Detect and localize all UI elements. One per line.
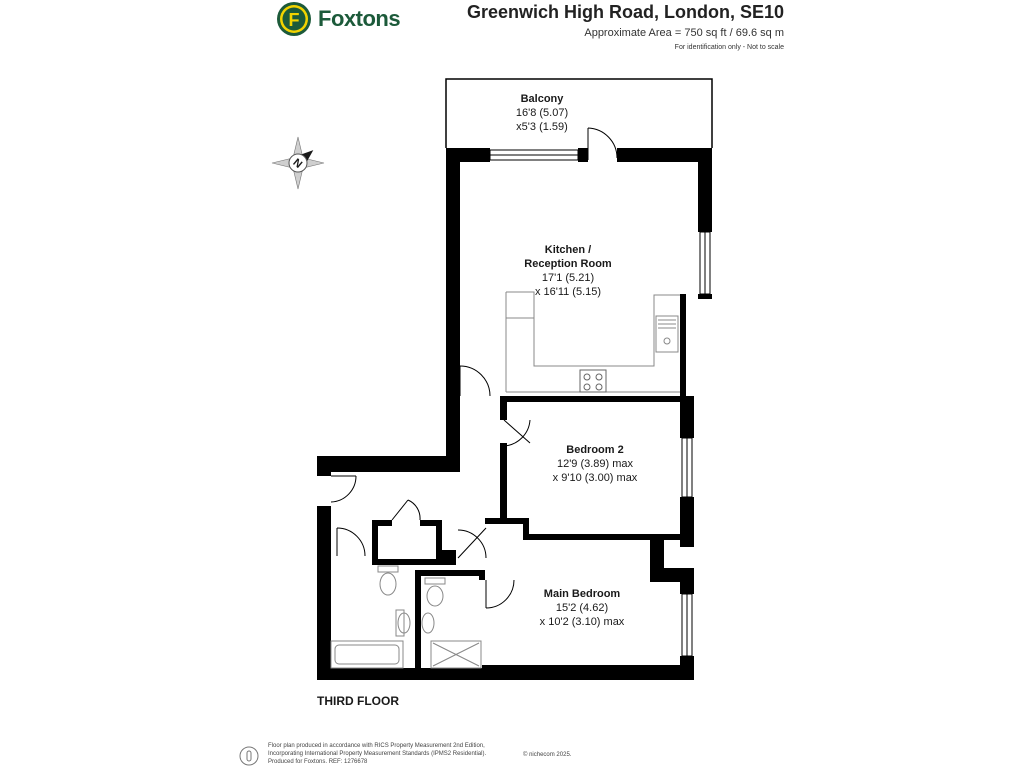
footer-notes bbox=[268, 742, 486, 766]
ensuite-basin-icon bbox=[422, 613, 434, 633]
floor-label: THIRD FLOOR bbox=[317, 694, 399, 708]
shower-icon bbox=[431, 641, 481, 668]
kitchen-name-2: Reception Room bbox=[524, 258, 612, 270]
ensuite-toilet-icon bbox=[425, 578, 445, 606]
main-bedroom-dim-1: 15'2 (4.62) bbox=[555, 602, 609, 614]
toilet-icon bbox=[378, 566, 398, 595]
footer-line-2: Incorporating International Property Measurement Standards (IPMS2 Residential). bbox=[268, 751, 487, 757]
kitchen-label bbox=[508, 243, 628, 299]
main-bedroom-label bbox=[522, 587, 642, 629]
balcony-label bbox=[492, 92, 592, 134]
compass-icon bbox=[272, 137, 324, 189]
basin-icon bbox=[396, 610, 410, 636]
hob-icon bbox=[580, 370, 606, 392]
main-bedroom-dim-2: x 10'2 (3.10) max bbox=[539, 616, 625, 628]
bedroom-2-label bbox=[535, 443, 655, 485]
footer-copyright: © nichecom 2025. bbox=[523, 752, 572, 758]
bedroom-2-name: Bedroom 2 bbox=[566, 444, 624, 456]
ipms-info-icon bbox=[238, 745, 260, 767]
walls bbox=[317, 148, 712, 680]
balcony-dim-2: x5'3 (1.59) bbox=[516, 121, 568, 133]
balcony-name: Balcony bbox=[520, 93, 564, 105]
kitchen-units bbox=[506, 292, 680, 392]
logo-letter: F bbox=[288, 10, 300, 30]
kitchen-dim-2: x 16'11 (5.15) bbox=[534, 286, 602, 298]
balcony-dim-1: 16'8 (5.07) bbox=[515, 107, 569, 119]
bath-icon bbox=[331, 641, 403, 668]
main-bedroom-name: Main Bedroom bbox=[543, 588, 621, 600]
kitchen-name-1: Kitchen / bbox=[544, 244, 592, 256]
property-address: Greenwich High Road, London, SE10 bbox=[466, 2, 784, 22]
kitchen-dim-1: 17'1 (5.21) bbox=[541, 272, 595, 284]
approximate-area: Approximate Area = 750 sq ft / 69.6 sq m bbox=[584, 27, 784, 39]
compass-letter: N bbox=[290, 156, 305, 171]
logo-wordmark: Foxtons bbox=[318, 6, 401, 31]
footer-line-3: Produced for Foxtons. REF: 1276678 bbox=[268, 759, 368, 765]
footer-line-1: Floor plan produced in accordance with RICS Property Measurement 2nd Edition, bbox=[268, 743, 485, 749]
bedroom-2-dim-1: 12'9 (3.89) max bbox=[556, 458, 634, 470]
scale-disclaimer: For identification only - Not to scale bbox=[674, 44, 784, 51]
bedroom-2-dim-2: x 9'10 (3.00) max bbox=[552, 472, 638, 484]
